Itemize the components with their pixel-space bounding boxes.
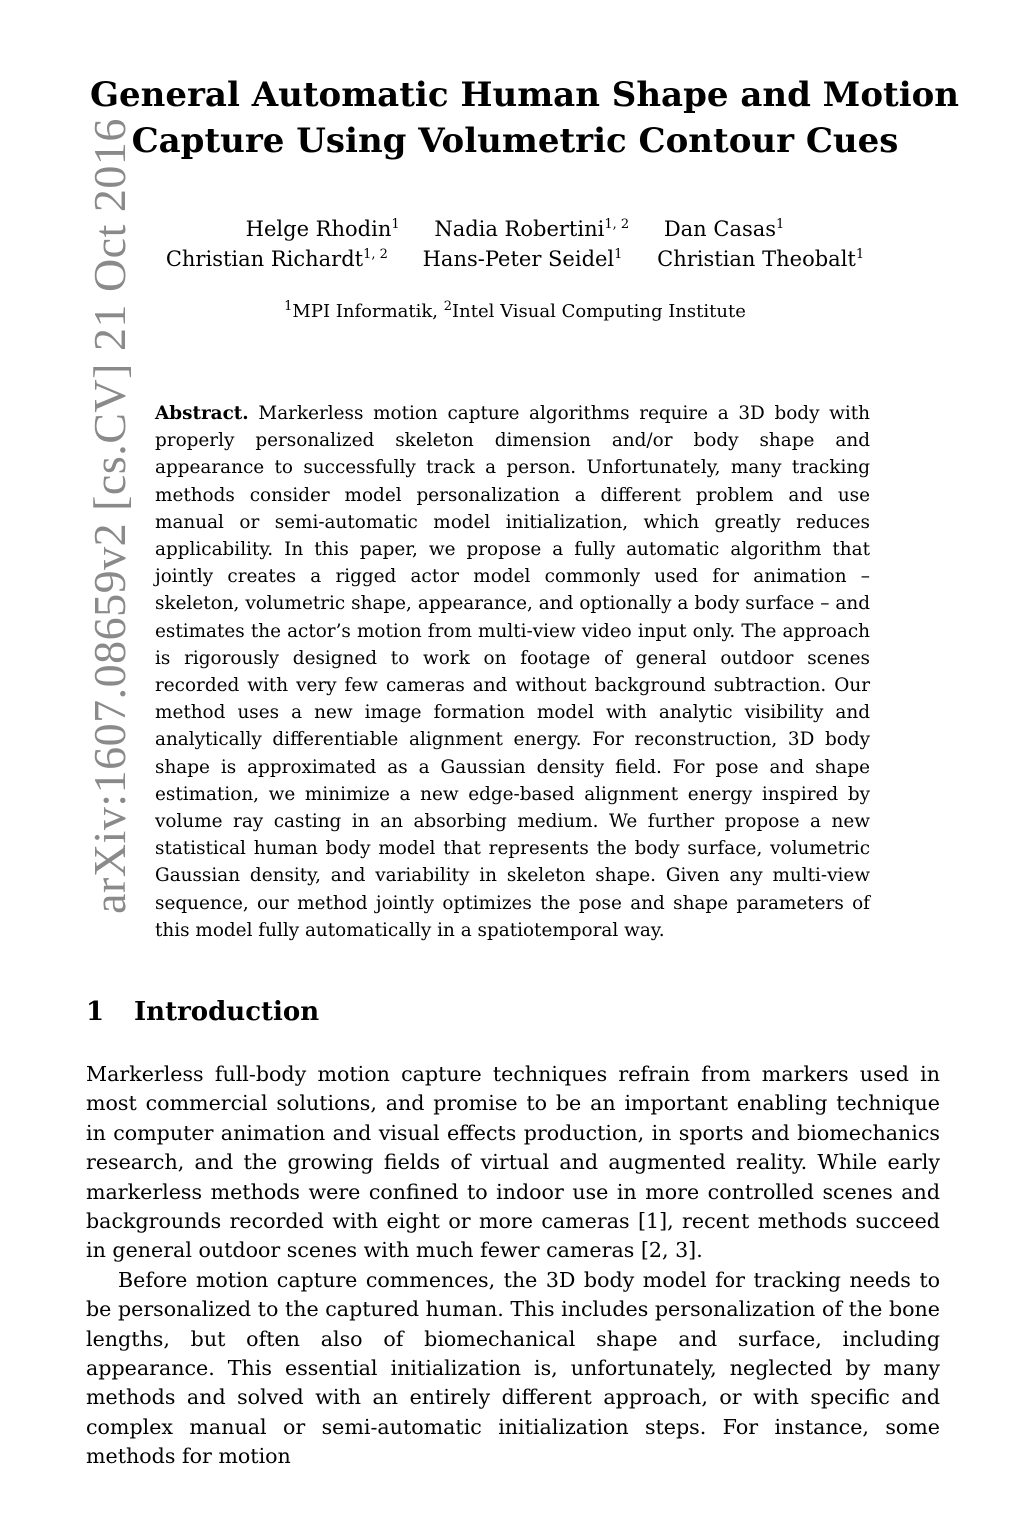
paragraph: Before motion capture commences, the 3D body model for tracking needs to be personalized to the captured human. This includes personalization of the bone lengths, but often also of biomechanical shape and surface, including appearance. This essential initialization is, unfortunately, neglected by many methods and solved with an entirely different approach, or with specific and complex manual or semi-automatic initialization steps. For instance, some methods for motion — [86, 1267, 940, 1469]
affiliations: $^1$MPI Informatik, $^2$Intel Visual Computing Institute — [284, 299, 746, 322]
author: Helge Rhodin$^1$ — [245, 217, 400, 241]
abstract-text: Markerless motion capture algorithms require a 3D body with properly personalized skeleton dimension and/or body shape and appearance to successfully track a person. Unfortunately, many tracking methods consider model personalization a different problem and use manual or semi-automatic model initialization, which greatly reduces applicability. In this paper, we propose a fully automatic algorithm that jointly creates a rigged actor model commonly used for animation – skeleton, volumetric shape, appearance, and optionally a body surface – and estimates the actor’s motion from multi-view video input only. The approach is rigorously designed to work on footage of general outdoor scenes recorded with very few cameras and without background subtraction. Our method uses a new image formation model with analytic visibility and analytically differentiable alignment energy. For reconstruction, 3D body shape is approximated as a Gaussian density field. For pose and shape estimation, we minimize a new edge-based alignment energy inspired by volume ray casting in an absorbing medium. We further propose a new statistical human body model that represents the body surface, volumetric Gaussian density, and variability in skeleton shape. Given any multi-view sequence, our method jointly optimizes the pose and shape parameters of this model fully automatically in a spatiotemporal way. — [155, 403, 870, 941]
author-line-1 — [90, 214, 940, 244]
section-heading-introduction — [86, 994, 319, 1030]
author: Hans-Peter Seidel$^1$ — [422, 247, 623, 271]
arxiv-identifier-stamp: arXiv:1607.08659v2 [cs.CV] 21 Oct 2016 — [84, 118, 135, 914]
paragraph: Markerless full-body motion capture techniques refrain from markers used in most commercial solutions, and promise to be an important enabling technique in computer animation and visual effects production, in sports and biomechanics research, and the growing fields of virtual and augmented reality. While early markerless methods were confined to indoor use in more controlled scenes and backgrounds recorded with eight or more cameras [1], recent methods succeed in general outdoor scenes with much fewer cameras [2, 3]. — [86, 1062, 940, 1263]
author: Christian Richardt$^{1, 2}$ — [165, 247, 388, 271]
title-line-1: General Automatic Human Shape and Motion — [90, 75, 960, 115]
author: Christian Theobalt$^1$ — [657, 247, 865, 271]
section-title: Introduction — [134, 997, 320, 1027]
abstract — [155, 400, 870, 944]
introduction-body — [86, 1060, 940, 1472]
abstract-label: Abstract. — [155, 403, 249, 424]
author-line-2 — [90, 244, 940, 274]
author: Dan Casas$^1$ — [663, 217, 785, 241]
author: Nadia Robertini$^{1, 2}$ — [434, 217, 630, 241]
paper-title — [90, 72, 960, 164]
title-line-2: Capture Using Volumetric Contour Cues — [131, 121, 899, 161]
section-number: 1 — [86, 997, 105, 1027]
author-list — [90, 214, 940, 274]
